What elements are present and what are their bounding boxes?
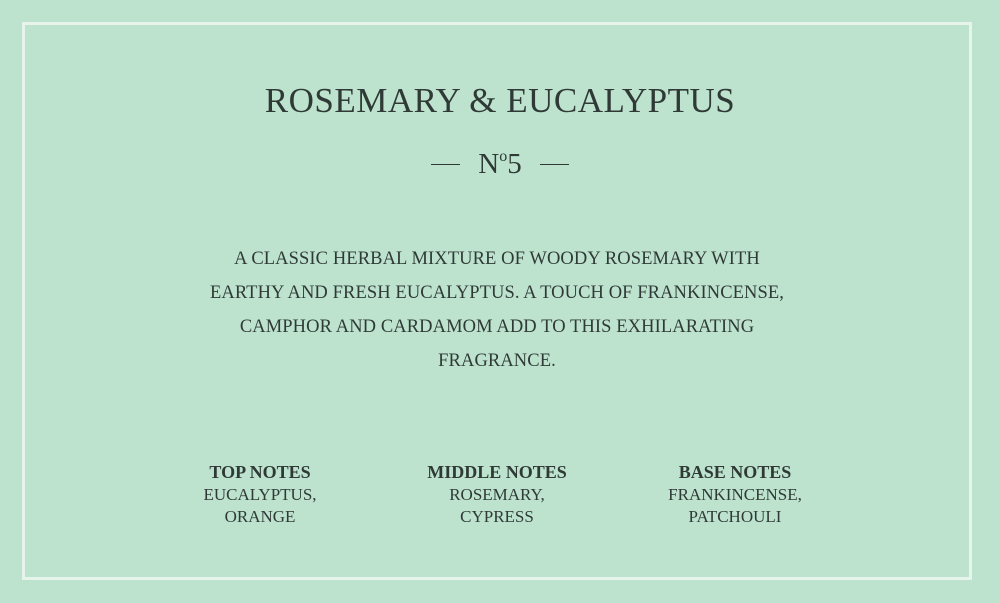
right-dash-divider [540,164,569,166]
middle-notes-title: MIDDLE NOTES [427,462,567,482]
left-dash-divider [431,164,460,166]
description-line: EARTHY AND FRESH EUCALYPTUS. A TOUCH OF FRANKINCENSE, [209,283,785,303]
middle-notes [397,460,597,528]
product-title: ROSEMARY & EUCALYPTUS [264,81,736,120]
base-notes-item: PATCHOULI [688,507,782,526]
middle-notes-item: CYPRESS [460,507,534,526]
base-notes-item: FRANKINCENSE, [668,485,802,504]
top-notes [160,460,360,528]
base-notes-title: BASE NOTES [678,462,792,482]
base-notes [635,460,835,528]
product-number [478,148,521,180]
top-notes-title: TOP NOTES [209,462,311,482]
product-number-row [0,139,1000,182]
number-value: 5 [507,148,522,180]
number-superscript: o [499,148,508,165]
description-line: FRAGRANCE. [438,351,556,371]
top-notes-item: EUCALYPTUS, [203,485,317,504]
number-prefix: N [478,148,500,180]
description-line: A CLASSIC HERBAL MIXTURE OF WOODY ROSEMARY WITH [234,249,760,269]
top-notes-item: ORANGE [224,507,296,526]
product-description [150,242,844,378]
middle-notes-item: ROSEMARY, [449,485,545,504]
description-line: CAMPHOR AND CARDAMOM ADD TO THIS EXHILARATING [239,317,755,337]
